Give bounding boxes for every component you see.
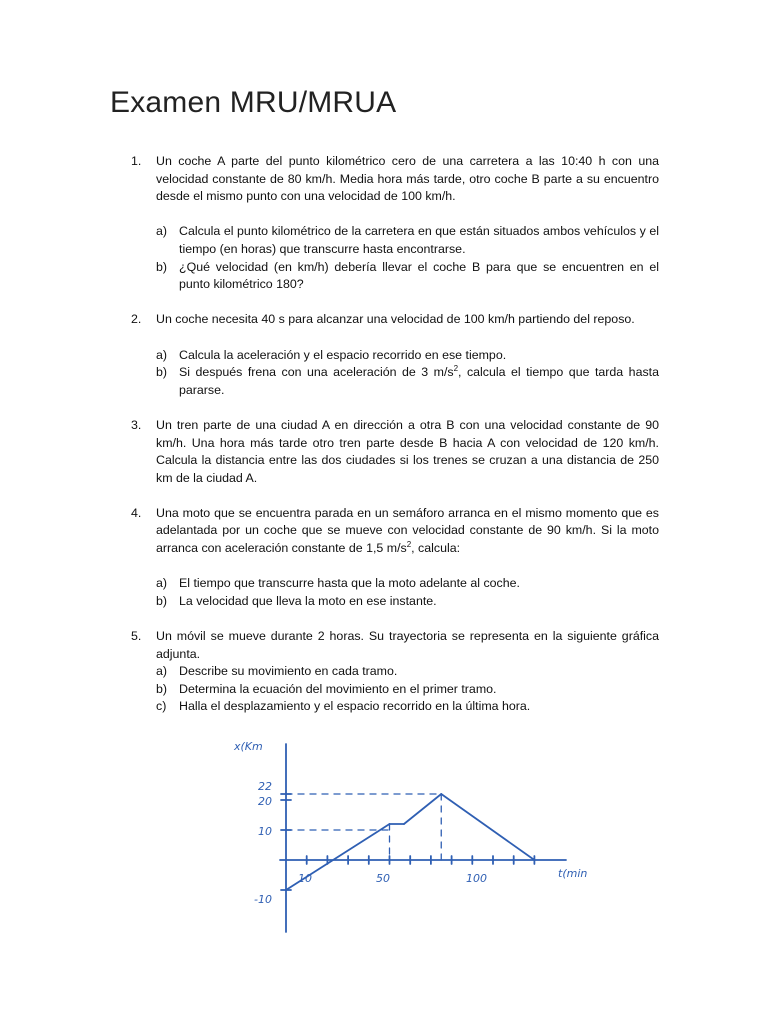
position-time-graph	[228, 730, 608, 938]
superscript: 2	[453, 364, 459, 373]
question-text: Un tren parte de una ciudad A en dirección a otra B con una velocidad constante de 90 km/h. Una hora más tarde otro tren parte desde B hacia A con velocidad de 120 km/h. Calcula la distancia entre las dos ciudades si los trenes se cruzan a una distancia de 250 km de la ciudad A.	[156, 417, 659, 485]
sub-question	[156, 681, 659, 699]
sub-question-text: Si después frena con una aceleración de 3 $m/s^2$, calcula el tiempo que tarda hasta pararse.	[179, 364, 659, 397]
sub-question	[156, 663, 659, 681]
y-tick-label: 22	[258, 780, 272, 793]
question-list	[131, 153, 659, 734]
sub-question-text: Calcula la aceleración y el espacio recorrido en ese tiempo.	[179, 347, 507, 362]
question-text: Una moto que se encuentra parada en un semáforo arranca en el mismo momento que es adelantada por un coche que se mueve con velocidad constante de 90 km/h. Si la moto arranca con aceleración constante de 1,5 $m/s^2$, calcula:	[156, 505, 659, 556]
sub-question	[156, 259, 659, 294]
question-4	[131, 505, 659, 611]
sub-question-text: Halla el desplazamiento y el espacio recorrido en la última hora.	[179, 699, 531, 714]
question-text: Un coche A parte del punto kilométrico cero de una carretera a las 10:40 h con una velocidad constante de 80 km/h. Media hora más tarde, otro coche B parte a su encuentro desde el mismo punto con una velocidad de 100 km/h.	[156, 154, 659, 204]
y-tick-label: -10	[254, 893, 272, 906]
x-tick-label: 10	[298, 872, 312, 885]
trajectory-segment	[286, 824, 390, 890]
sub-question-letter: b)	[156, 259, 168, 274]
sub-question-text: El tiempo que transcurre hasta que la moto adelante al coche.	[179, 576, 520, 591]
sub-question	[156, 223, 659, 258]
sub-question-letter: a)	[156, 347, 168, 362]
sub-question-list	[156, 347, 659, 400]
sub-question-text: ¿Qué velocidad (en km/h) debería llevar el coche B para que se encuentren en el punto kilométrico 180?	[179, 259, 659, 292]
sub-question-text: Calcula el punto kilométrico de la carretera en que están situados ambos vehículos y el tiempo (en horas) que transcurre hasta encontrarse.	[179, 224, 659, 256]
question-2	[131, 311, 659, 399]
y-tick-label: 10	[258, 825, 272, 838]
x-tick-label: 50	[376, 872, 390, 885]
question-5	[131, 628, 659, 716]
question-number: 5.	[131, 629, 142, 644]
page-title: Examen MRU/MRUA	[110, 86, 397, 119]
sub-question-letter: a)	[156, 664, 168, 679]
sub-question	[156, 347, 659, 365]
x-axis-label: t(min	[558, 867, 588, 880]
sub-question-letter: b)	[156, 681, 168, 696]
sub-question-letter: a)	[156, 576, 168, 591]
sub-question-text: Determina la ecuación del movimiento en el primer tramo.	[179, 681, 497, 696]
y-axis-label: x(Km	[234, 740, 263, 753]
sub-question-text: La velocidad que lleva la moto en ese instante.	[179, 593, 437, 608]
question-number: 2.	[131, 312, 142, 327]
question-number: 3.	[131, 417, 142, 432]
graph-canvas	[228, 730, 608, 938]
sub-question-letter: b)	[156, 365, 168, 380]
question-3	[131, 417, 659, 487]
superscript: 2	[406, 539, 412, 549]
y-tick-label: 20	[258, 795, 272, 808]
sub-question	[156, 698, 659, 716]
trajectory-segment	[404, 794, 441, 824]
sub-question-letter: c)	[156, 699, 167, 714]
question-1	[131, 153, 659, 294]
question-number: 4.	[131, 505, 142, 520]
sub-question-list	[156, 223, 659, 293]
sub-question	[156, 364, 659, 399]
question-text: Un coche necesita 40 s para alcanzar una velocidad de 100 km/h partiendo del reposo.	[156, 312, 635, 327]
sub-question	[156, 593, 659, 611]
sub-question-letter: b)	[156, 593, 168, 608]
question-text: Un móvil se mueve durante 2 horas. Su trayectoria se representa en la siguiente gráfica adjunta.	[156, 629, 659, 661]
x-tick-label: 100	[466, 872, 487, 885]
sub-question	[156, 575, 659, 593]
sub-question-text: Describe su movimiento en cada tramo.	[179, 664, 398, 679]
question-number: 1.	[131, 154, 142, 168]
trajectory-segment	[441, 794, 534, 860]
sub-question-list	[156, 663, 659, 716]
sub-question-letter: a)	[156, 224, 168, 239]
sub-question-list	[156, 575, 659, 610]
